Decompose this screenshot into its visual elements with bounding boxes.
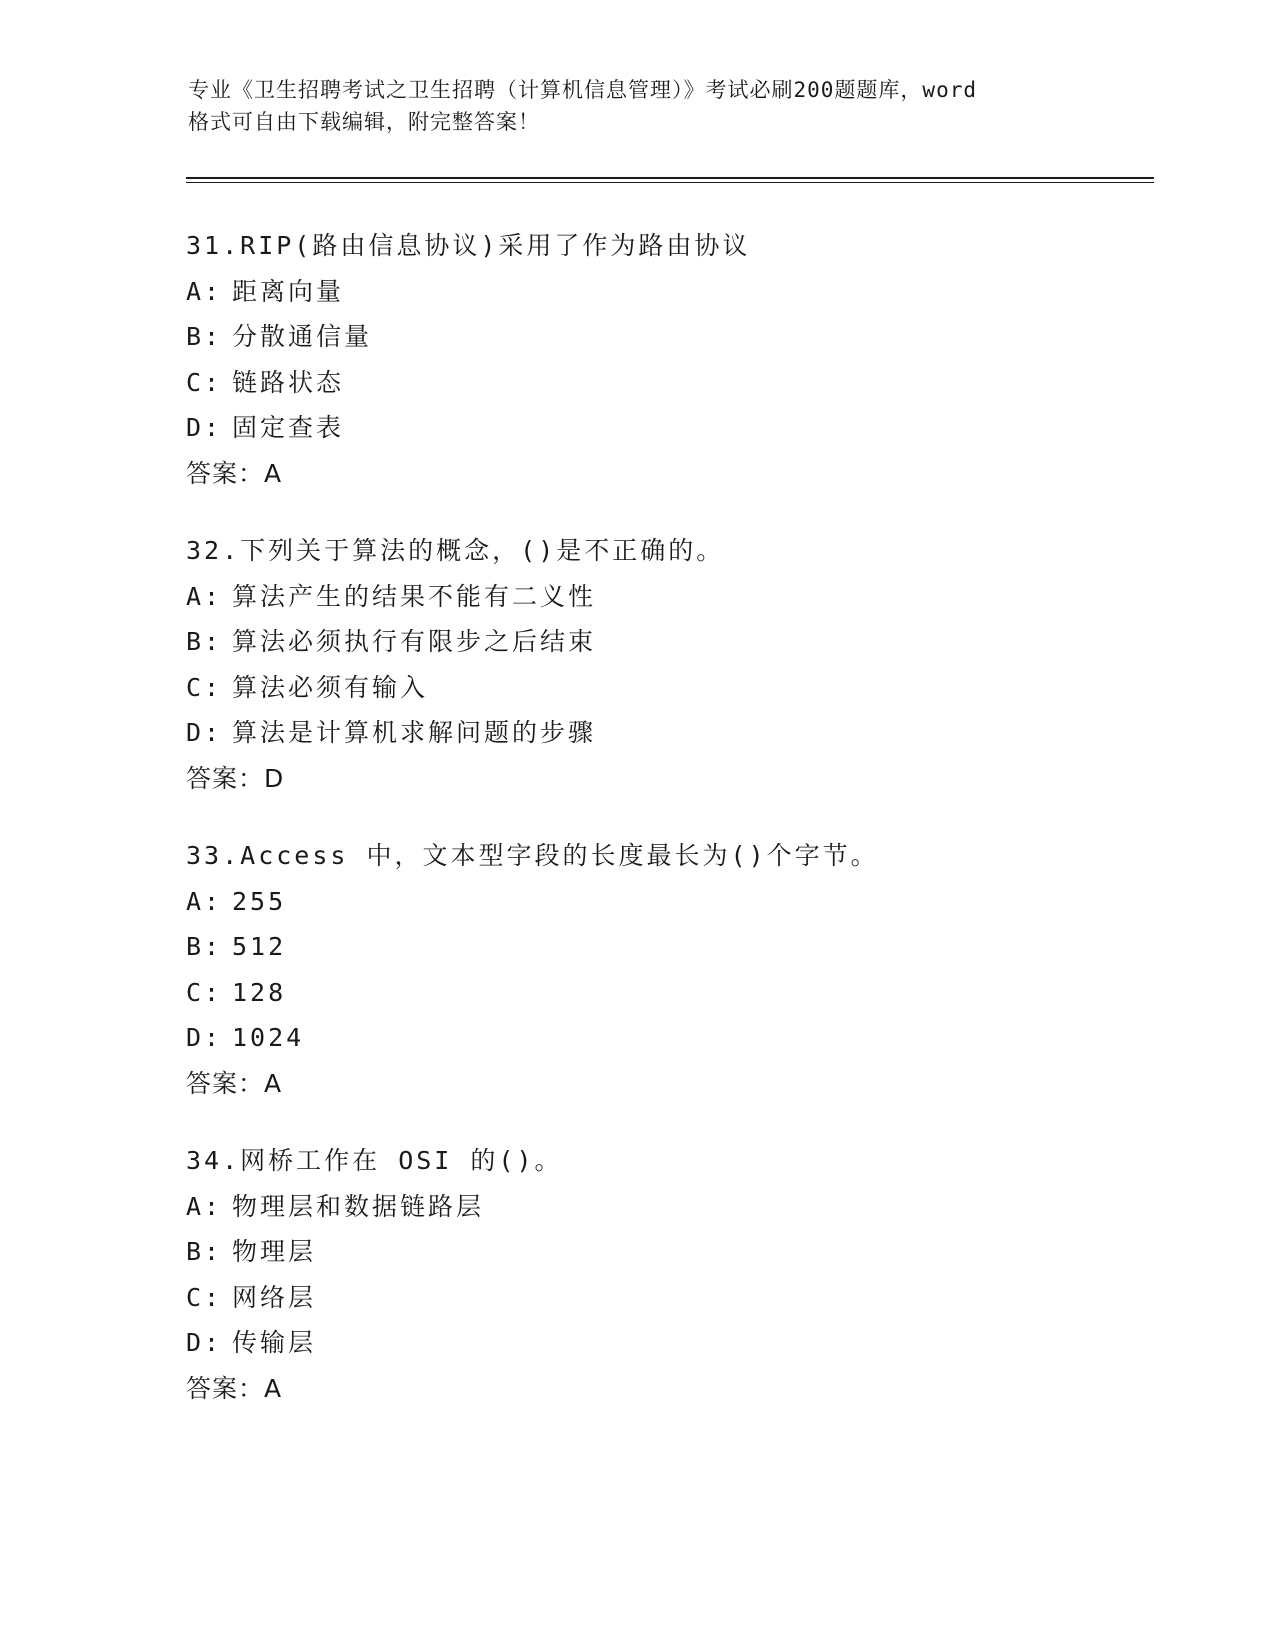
answer-value: A <box>264 458 283 488</box>
answer-label: 答案： <box>186 763 265 793</box>
option-text: 物理层和数据链路层 <box>232 1191 485 1221</box>
option-label: D: <box>186 1328 223 1357</box>
question-34 <box>186 1138 1146 1411</box>
option-text: 传输层 <box>232 1328 317 1357</box>
option-a <box>186 574 1146 620</box>
option-b <box>186 314 1146 360</box>
question-33 <box>186 833 1146 1106</box>
option-text: 算法是计算机求解问题的步骤 <box>232 718 597 747</box>
option-text: 分散通信量 <box>232 322 373 351</box>
answer-line <box>186 756 1146 802</box>
option-label: A: <box>186 886 223 916</box>
option-label: B: <box>186 627 223 656</box>
answer-line <box>186 1366 1146 1412</box>
option-label: B: <box>186 1237 223 1266</box>
option-label: A: <box>186 1191 223 1221</box>
option-text: 网络层 <box>232 1282 317 1312</box>
answer-line <box>186 451 1146 497</box>
option-c <box>186 360 1146 406</box>
option-text: 距离向量 <box>232 276 345 306</box>
option-b <box>186 1229 1146 1275</box>
option-text: 512 <box>232 932 287 961</box>
answer-label: 答案： <box>186 1068 265 1098</box>
option-text: 算法必须执行有限步之后结束 <box>232 627 597 656</box>
option-label: C: <box>186 672 223 702</box>
header-divider-thin <box>186 182 1154 183</box>
question-text: 32.下列关于算法的概念，()是不正确的。 <box>186 536 725 565</box>
option-text: 算法必须有输入 <box>232 672 429 702</box>
option-d <box>186 405 1146 451</box>
option-label: D: <box>186 1023 223 1052</box>
answer-value: A <box>264 1373 283 1403</box>
option-d <box>186 710 1146 756</box>
option-a <box>186 1184 1146 1230</box>
option-text: 固定查表 <box>232 413 345 442</box>
question-32 <box>186 528 1146 801</box>
question-text: 33.Access 中，文本型字段的长度最长为()个字节。 <box>186 841 879 870</box>
option-label: A: <box>186 581 223 611</box>
option-b <box>186 619 1146 665</box>
question-text: 34.网桥工作在 OSI 的()。 <box>186 1146 563 1175</box>
header-divider-thick <box>186 177 1154 179</box>
header-line-1: 专业《卫生招聘考试之卫生招聘（计算机信息管理）》考试必刷200题题库，word <box>188 78 977 102</box>
question-31 <box>186 223 1146 496</box>
option-c <box>186 1275 1146 1321</box>
option-label: C: <box>186 367 223 397</box>
option-label: B: <box>186 932 223 961</box>
answer-value: D <box>264 763 285 793</box>
option-text: 物理层 <box>232 1237 317 1266</box>
option-text: 128 <box>232 977 287 1007</box>
option-d <box>186 1320 1146 1366</box>
option-text: 链路状态 <box>232 367 345 397</box>
answer-label: 答案： <box>186 458 265 488</box>
option-c <box>186 665 1146 711</box>
option-a <box>186 269 1146 315</box>
option-text: 255 <box>232 886 287 916</box>
option-label: C: <box>186 977 223 1007</box>
option-d <box>186 1015 1146 1061</box>
answer-label: 答案： <box>186 1373 265 1403</box>
answer-value: A <box>264 1068 283 1098</box>
option-label: A: <box>186 276 223 306</box>
option-text: 1024 <box>232 1023 305 1052</box>
answer-line <box>186 1061 1146 1107</box>
option-text: 算法产生的结果不能有二义性 <box>232 581 597 611</box>
option-label: B: <box>186 322 223 351</box>
option-c <box>186 970 1146 1016</box>
question-text: 31.RIP(路由信息协议)采用了作为路由协议 <box>186 231 751 260</box>
header-line-2: 格式可自由下载编辑，附完整答案！ <box>188 110 540 134</box>
option-b <box>186 924 1146 970</box>
option-label: D: <box>186 718 223 747</box>
option-label: C: <box>186 1282 223 1312</box>
option-label: D: <box>186 413 223 442</box>
document-header <box>188 74 1088 138</box>
option-a <box>186 879 1146 925</box>
